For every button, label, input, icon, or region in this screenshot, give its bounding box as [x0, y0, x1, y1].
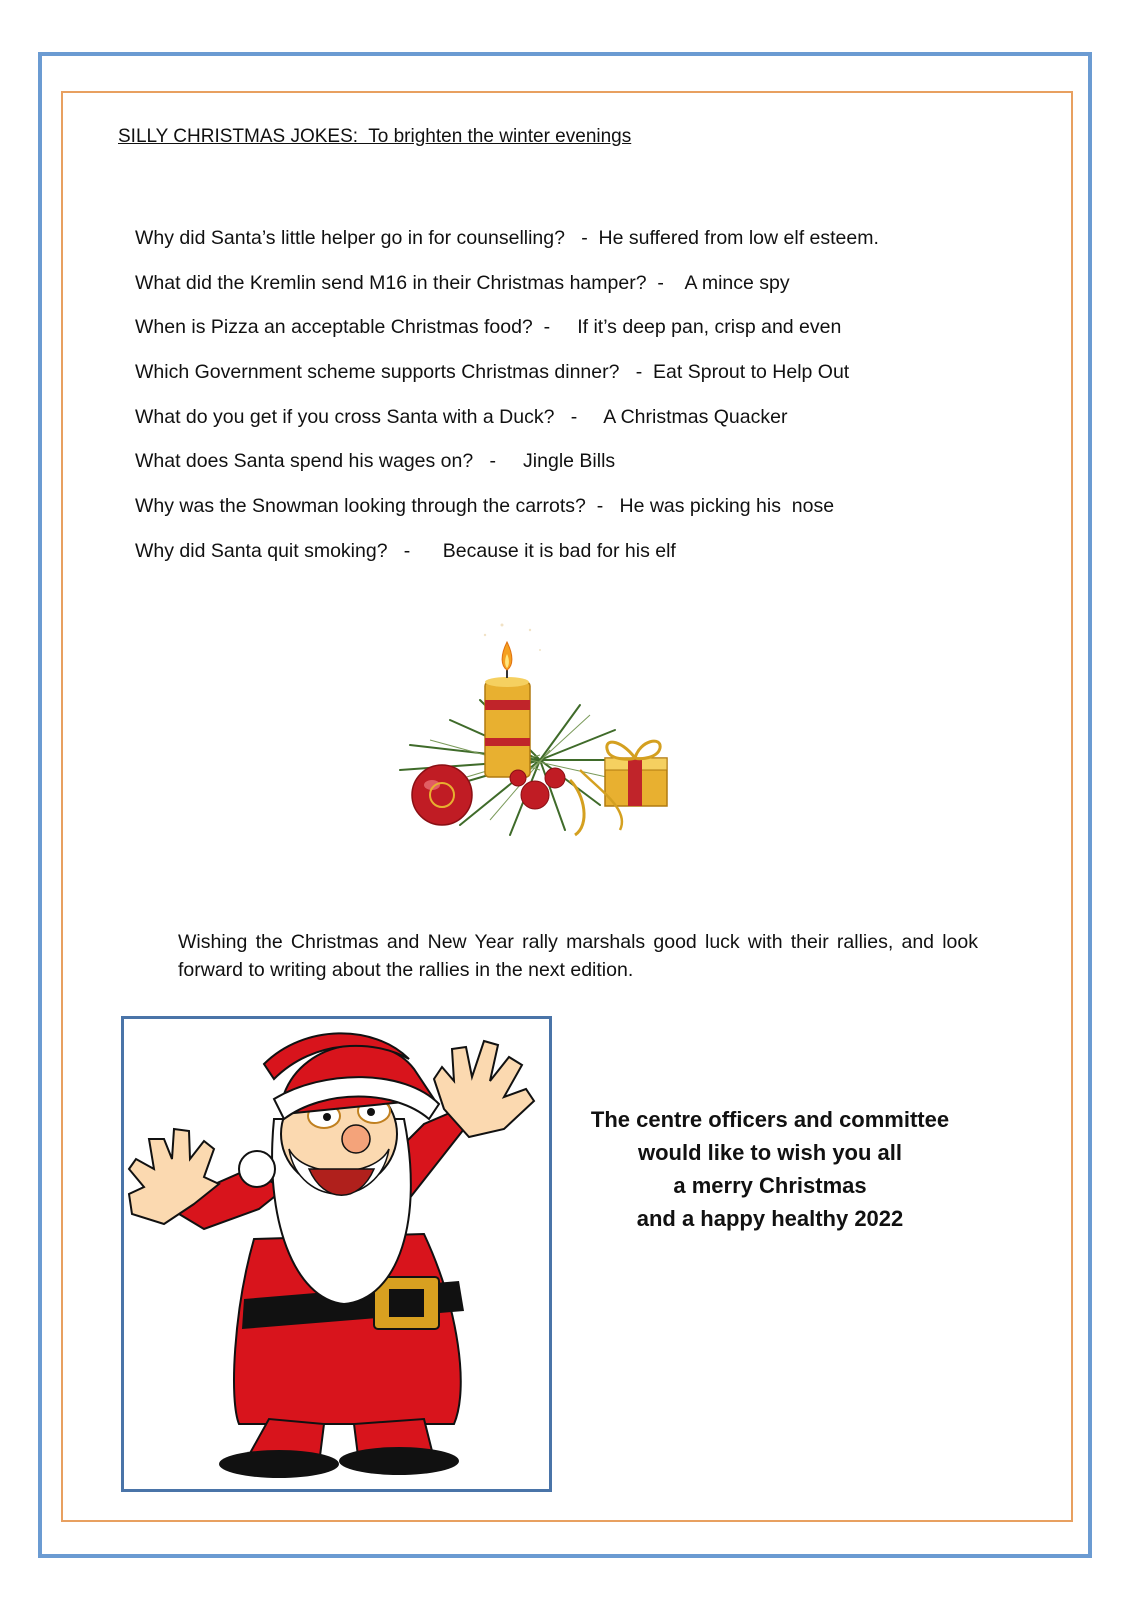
- candle-decoration-graphic: [390, 620, 690, 860]
- greeting-line-3: a merry Christmas: [673, 1173, 867, 1198]
- santa-image-frame: [121, 1016, 552, 1492]
- joke-item: When is Pizza an acceptable Christmas food? - If it’s deep pan, crisp and even: [135, 316, 842, 339]
- christmas-candle-decoration: [390, 620, 690, 860]
- joke-item: What do you get if you cross Santa with a Duck? - A Christmas Quacker: [135, 405, 788, 428]
- joke-item: Why did Santa quit smoking? - Because it is bad for his elf: [135, 539, 676, 562]
- joke-item: What did the Kremlin send M16 in their Christmas hamper? - A mince spy: [135, 271, 790, 294]
- greeting-line-2: would like to wish you all: [637, 1140, 903, 1165]
- greeting-line-1: The centre officers and committee: [590, 1107, 950, 1132]
- jokes-list: [135, 226, 879, 584]
- greeting-line-4: and a happy healthy 2022: [636, 1206, 904, 1231]
- joke-item: Which Government scheme supports Christmas dinner? - Eat Sprout to Help Out: [135, 361, 850, 384]
- joke-item: What does Santa spend his wages on? - Jingle Bills: [135, 450, 616, 473]
- page-heading: SILLY CHRISTMAS JOKES: To brighten the winter evenings: [118, 126, 632, 147]
- joke-item: Why did Santa’s little helper go in for counselling? - He suffered from low elf esteem.: [135, 227, 879, 249]
- wishing-paragraph: Wishing the Christmas and New Year rally marshals good luck with their rallies, and look forward to writing about the rallies in the next edition.: [178, 931, 978, 981]
- joke-item: Why was the Snowman looking through the carrots? - He was picking his nose: [135, 495, 835, 518]
- christmas-greeting: [560, 1103, 980, 1235]
- santa-claus-illustration: [124, 1019, 549, 1489]
